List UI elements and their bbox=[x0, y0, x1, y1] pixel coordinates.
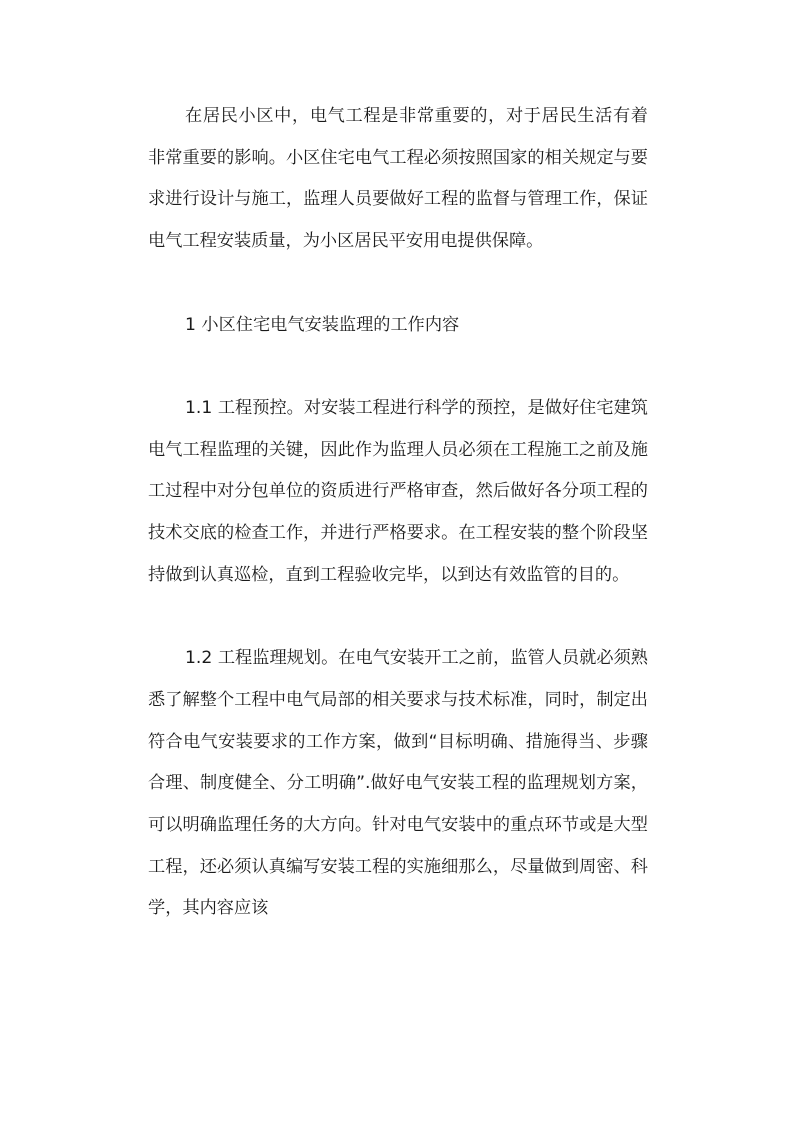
section-heading: 1 小区住宅电气安装监理的工作内容 bbox=[185, 314, 460, 335]
section-1-2-paragraph: 1.2 工程监理规划。在电气安装开工之前，监管人员就必须熟悉了解整个工程中电气局部的相关要求与技术标准，同时，制定出符合电气安装要求的工作方案，做到“目标明确、措施得当、步骤合理、制度健全、分工明确”.做好电气安装工程的监理规划方案，可以明确监理任务的大方向。针对电气安装中的重点环节或是大型工程，还必须认真编写安装工程的实施细那么，尽量做到周密、科学，其内容应该 bbox=[148, 648, 648, 919]
intro-paragraph: 在居民小区中，电气工程是非常重要的，对于居民生活有着非常重要的影响。小区住宅电气工程必须按照国家的相关规定与要求进行设计与施工，监理人员要做好工程的监督与管理工作，保证电气工程安装质量，为小区居民平安用电提供保障。 bbox=[148, 106, 648, 252]
section-1-1-paragraph: 1.1 工程预控。对安装工程进行科学的预控，是做好住宅建筑电气工程监理的关键，因此作为监理人员必须在工程施工之前及施工过程中对分包单位的资质进行严格审查，然后做好各分项工程的技术交底的检查工作，并进行严格要求。在工程安装的整个阶段坚持做到认真巡检，直到工程验收完毕，以到达有效监管的目的。 bbox=[148, 397, 648, 585]
document-body bbox=[148, 96, 648, 972]
